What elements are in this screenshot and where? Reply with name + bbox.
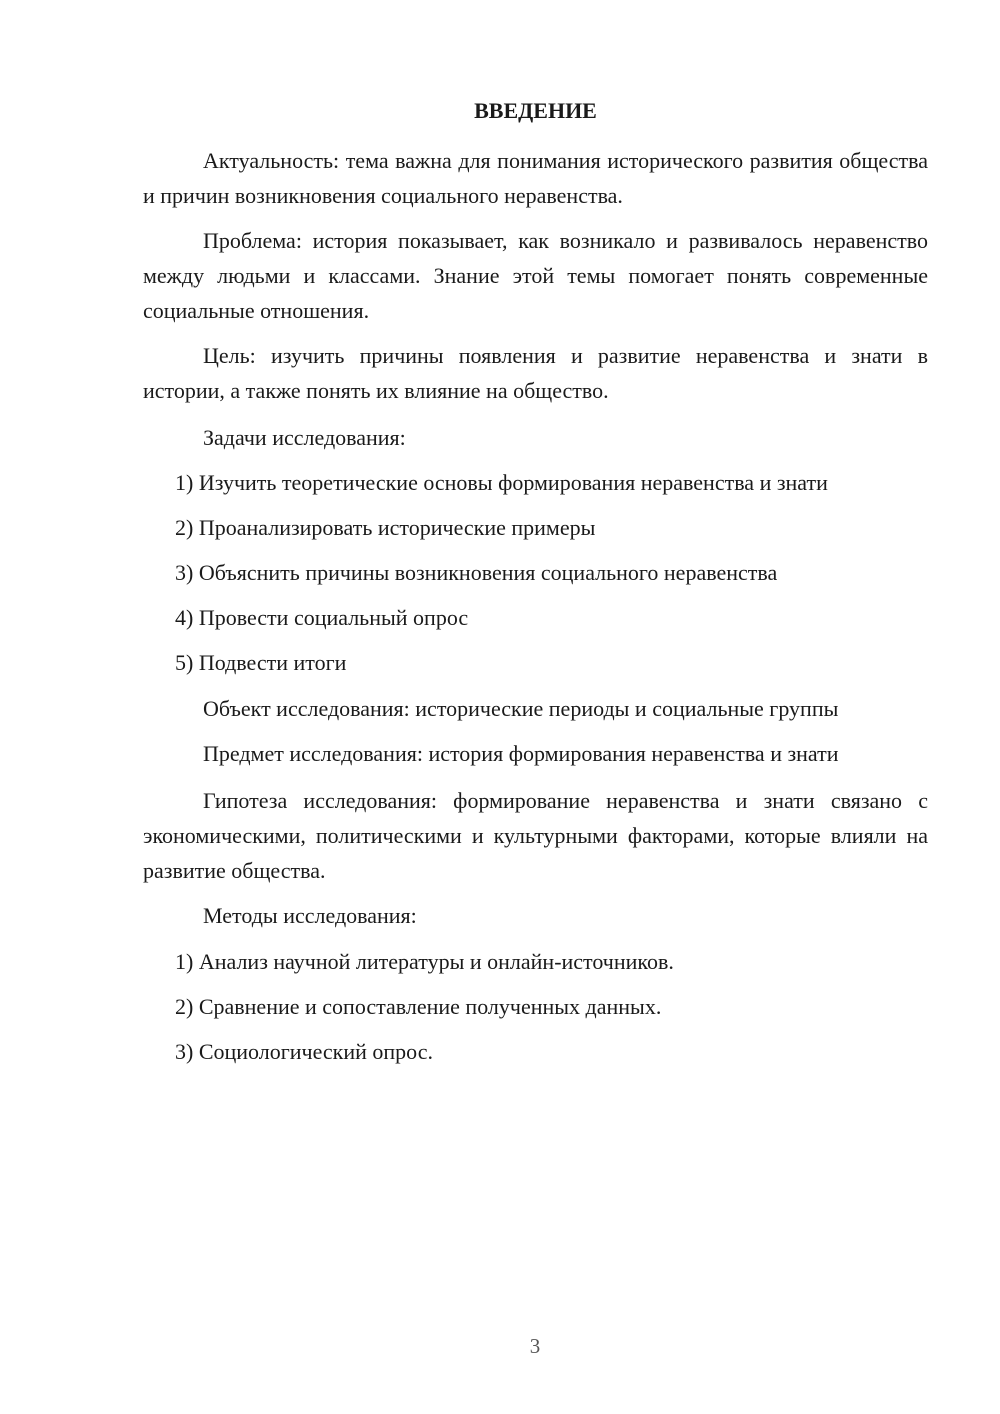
method-item-1: 1) Анализ научной литературы и онлайн-источников. [175, 949, 674, 974]
task-item-3: 3) Объяснить причины возникновения социального неравенства [175, 560, 778, 585]
task-item-4: 4) Провести социальный опрос [175, 605, 469, 630]
goal-paragraph: Цель: изучить причины появления и развитие неравенства и знати в истории, а также понять их влияние на общество. [143, 343, 928, 403]
research-subject: Предмет исследования: история формирования неравенства и знати [203, 741, 839, 766]
hypothesis-paragraph: Гипотеза исследования: формирование неравенства и знати связано с экономическими, политическими и культурными факторами, которые влияли на развитие общества. [143, 788, 928, 883]
task-item-2: 2) Проанализировать исторические примеры [175, 515, 596, 540]
page-number: 3 [529, 1334, 541, 1358]
problem-paragraph: Проблема: история показывает, как возникало и развивалось неравенство между людьми и классами. Знание этой темы помогает понять современные социальные отношения. [143, 228, 928, 323]
method-item-2: 2) Сравнение и сопоставление полученных данных. [175, 994, 662, 1019]
tasks-heading: Задачи исследования: [203, 425, 406, 450]
section-title: ВВЕДЕНИЕ [474, 98, 597, 123]
relevance-paragraph: Актуальность: тема важна для понимания исторического развития общества и причин возникновения социального неравенства. [143, 148, 928, 208]
task-item-5: 5) Подвести итоги [175, 650, 347, 675]
research-object: Объект исследования: исторические периоды и социальные группы [203, 696, 839, 721]
methods-heading: Методы исследования: [203, 903, 417, 928]
task-item-1: 1) Изучить теоретические основы формирования неравенства и знати [175, 470, 828, 495]
method-item-3: 3) Социологический опрос. [175, 1039, 433, 1064]
